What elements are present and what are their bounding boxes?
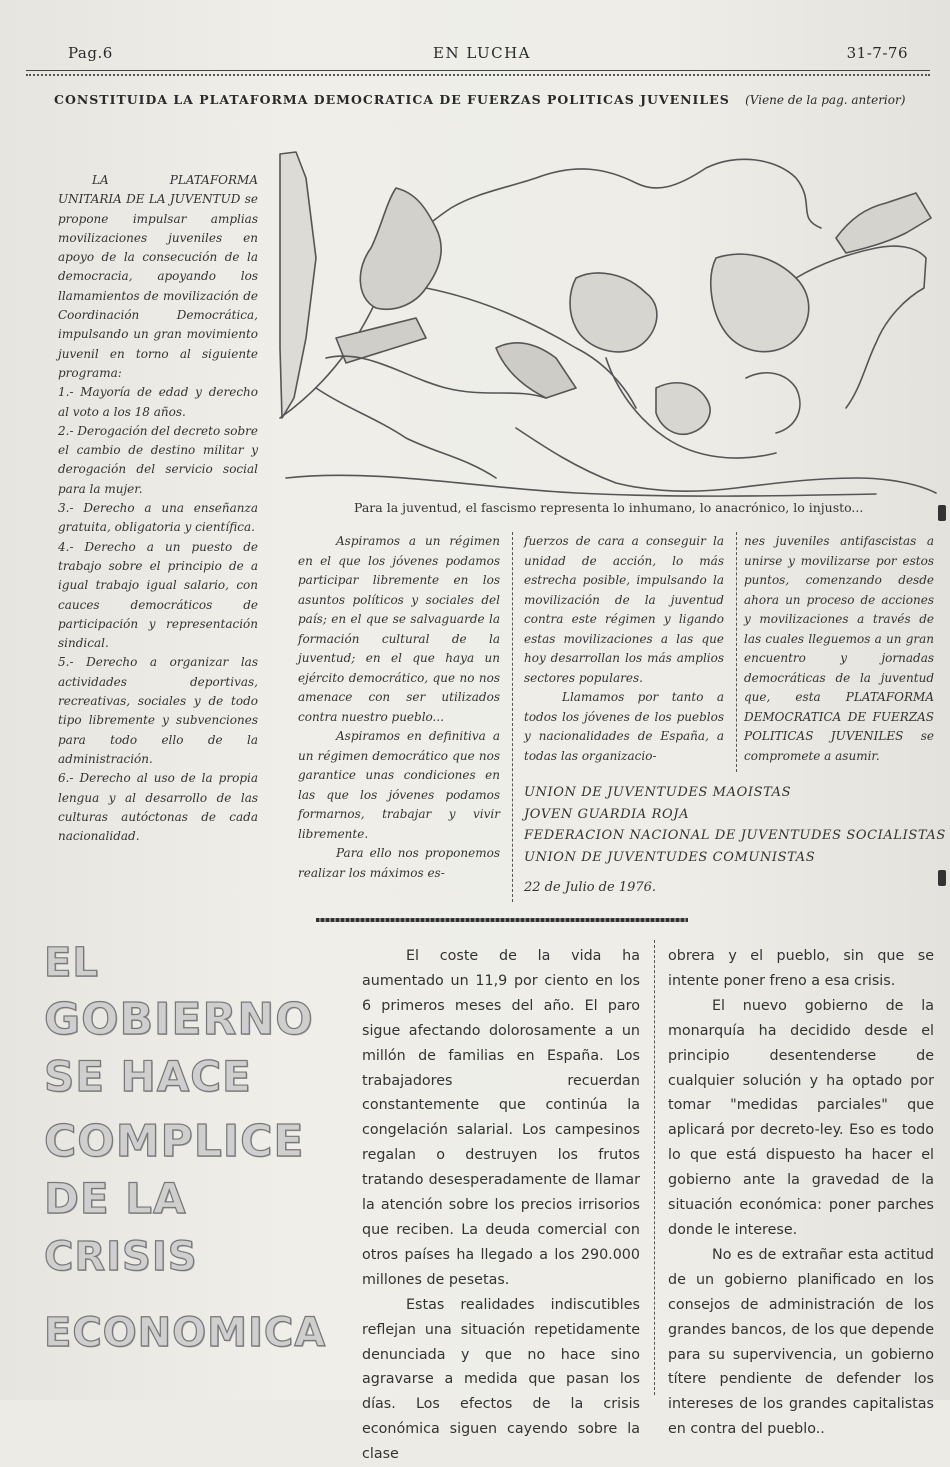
- headline-title: CONSTITUIDA LA PLATAFORMA DEMOCRATICA DE FUERZAS POLITICAS JUVENILES: [54, 92, 730, 107]
- program-item: 3.- Derecho a una enseñanza gratuita, obligatoria y científica.: [58, 501, 258, 535]
- program-item: 2.- Derogación del decreto sobre el cambio de destino militar y derogación del servicio social para la mujer.: [58, 423, 258, 496]
- manifesto-paragraph: fuerzos de cara a conseguir la unidad de acción, lo más estrecha posible, impulsando la movilización de la juventud contra este régimen y ligando estas movilizaciones a las que hoy desarrollan los más amplios sectores populares.: [524, 534, 724, 685]
- headline-continuation-note: (Viene de la pag. anterior): [745, 93, 906, 107]
- title-line: GOBIERNO: [44, 994, 314, 1045]
- title-line: ECONOMICA: [44, 1310, 327, 1356]
- article-paragraph: obrera y el pueblo, sin que se intente poner freno a esa crisis.: [668, 948, 934, 989]
- article-headline: [54, 92, 934, 107]
- page-number: Pag.6: [68, 44, 113, 62]
- section-rule: [316, 918, 688, 922]
- program-item: 4.- Derecho a un puesto de trabajo sobre el principio de a igual trabajo igual salario, con cauces democráticos de participación y representación sindical.: [58, 539, 258, 651]
- title-line: CRISIS: [44, 1234, 198, 1280]
- article-paragraph: El coste de la vida ha aumentado un 11,9 por ciento en los 6 primeros meses del año. El paro sigue afectando dolorosamente a un millón de familias en España. Los trabajadores recuerdan constantemente que continúa la congelación salarial. Los campesinos regalan o destruyen los frutos tratando desesperadamente de llamar la atención sobre los precios irrisorios que reciben. La deuda comercial con otros países ha llegado a los 290.000 millones de pesetas.: [362, 948, 640, 1288]
- article-paragraph: Estas realidades indiscutibles reflejan una situación repetidamente denunciada y que no hace sino agravarse a medida que pasan los días. Los efectos de la crisis económica siguen cayendo sobre la clase: [362, 1296, 640, 1463]
- binding-mark: [938, 505, 946, 521]
- signatory: JOVEN GUARDIA ROJA: [524, 806, 690, 822]
- signatory-list: [524, 782, 946, 868]
- article-paragraph: No es de extrañar esta actitud de un gobierno planificado en los consejos de administración de los grandes bancos, de los que depende para su supervivencia, un gobierno títere pendiente de defender los intereses de los grandes capitalistas en contra del pueblo..: [668, 1246, 934, 1438]
- signatory: UNION DE JUVENTUDES COMUNISTAS: [524, 849, 816, 865]
- illustration-caption: Para la juventud, el fascismo representa lo inhumano, lo anacrónico, lo injusto...: [354, 500, 864, 515]
- article-column-1: [362, 944, 640, 1467]
- column-divider: [512, 532, 513, 902]
- manifesto-paragraph: Aspiramos en definitiva a un régimen democrático que nos garantice unas condiciones en las que los jóvenes podamos formarnos, trabajar y vivir libremente.: [298, 729, 500, 841]
- column-divider: [736, 532, 737, 772]
- newspaper-name: EN LUCHA: [433, 44, 532, 62]
- program-column: [58, 171, 258, 846]
- signatory: FEDERACION NACIONAL DE JUVENTUDES SOCIALISTAS: [524, 828, 946, 843]
- issue-date: 31-7-76: [846, 44, 908, 62]
- manifesto-column-1: [298, 532, 500, 883]
- program-item: 1.- Mayoría de edad y derecho al voto a los 18 años.: [58, 385, 258, 419]
- manifesto-paragraph: Llamamos por tanto a todos los jóvenes de los pueblos y nacionalidades de España, a todas las organizacio-: [524, 690, 724, 763]
- manifesto-column-2: [524, 532, 724, 766]
- header-rule: [26, 70, 930, 76]
- binding-mark: [938, 870, 946, 886]
- signing-date: 22 de Julio de 1976.: [524, 880, 657, 895]
- manifesto-column-3: [744, 532, 934, 766]
- manifesto-paragraph: nes juveniles antifascistas a unirse y movilizarse por estos puntos, comenzando desde ahora un proceso de acciones y movilizaciones a través de las cuales lleguemos a un gran encuentro y jornadas democráticas de la juventud que, esta PLATAFORMA DEMOCRATICA DE FUERZAS POLITICAS JUVENILES se compromete a asumir.: [744, 534, 934, 763]
- column-divider: [654, 940, 655, 1395]
- title-line: EL: [44, 940, 99, 986]
- title-line: DE LA: [44, 1174, 187, 1223]
- youth-illustration: [276, 148, 940, 500]
- page-header: [68, 44, 920, 68]
- program-intro: LA PLATAFORMA UNITARIA DE LA JUVENTUD se propone impulsar amplias movilizaciones juveniles en apoyo de la consecución de la democracia, apoyando los llamamientos de movilización de Coordinación Democrática, impulsando un gran movimiento juvenil en torno al siguiente programa:: [58, 173, 258, 380]
- article-paragraph: El nuevo gobierno de la monarquía ha decidido desde el principio desentenderse de cualquier solución y ha optado por tomar "medidas parciales" que aplicará por decreto-ley. Eso es todo lo que está dispuesto ha hacer el gobierno ante la gravedad de la situación económica: poner parches donde le interese.: [668, 997, 934, 1238]
- title-line: SE HACE: [44, 1052, 252, 1101]
- manifesto-paragraph: Para ello nos proponemos realizar los máximos es-: [298, 846, 500, 880]
- program-item: 5.- Derecho a organizar las actividades deportivas, recreativas, sociales y de todo tipo libremente y subvenciones para todo ello de la administración.: [58, 655, 258, 766]
- title-line: COMPLICE: [44, 1116, 305, 1167]
- manifesto-paragraph: Aspiramos a un régimen en el que los jóvenes podamos participar libremente en los asuntos políticos y sociales del país; en el que se salvaguarde la formación cultural de la juventud; en el que haya un ejército democrático, que no nos amenace con ser utilizados contra nuestro pueblo...: [298, 534, 500, 724]
- program-item: 6.- Derecho al uso de la propia lengua y al desarrollo de las culturas autóctonas de cada nacionalidad.: [58, 771, 258, 844]
- signatory: UNION DE JUVENTUDES MAOISTAS: [524, 785, 792, 800]
- article-column-2: [668, 944, 934, 1442]
